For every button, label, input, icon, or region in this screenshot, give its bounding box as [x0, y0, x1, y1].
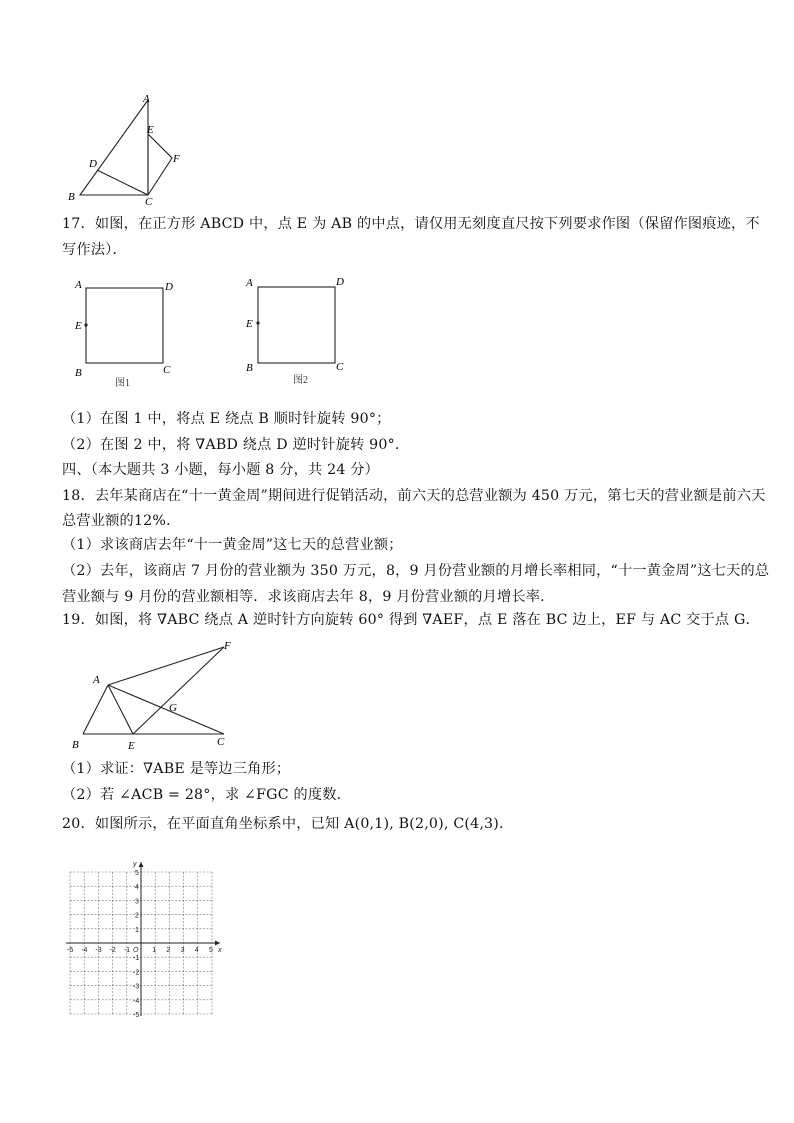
q19-label-f: F: [224, 640, 231, 652]
q16-label-c: C: [145, 196, 153, 208]
q19-label-a: A: [93, 674, 100, 686]
x-tick-label: 3: [180, 947, 185, 954]
grid-labels: [67, 861, 222, 1019]
x-axis-label: x: [218, 947, 222, 954]
y-axis-arrow: [139, 862, 144, 867]
y-tick-label: 1: [135, 926, 139, 934]
q19-label-c: C: [217, 736, 225, 748]
fig2-label-b: B: [246, 362, 253, 374]
coordinate-grid: [60, 858, 230, 1028]
fig2-label-d: D: [336, 276, 344, 288]
x-tick-label: -4: [81, 947, 88, 954]
grid-axes: [66, 862, 220, 1016]
q19-label-b: B: [72, 739, 79, 751]
q17-text-line1: 17．如图，在正方形 ABCD 中，点 E 为 AB 的中点，请仅用无刻度直尺按下列要求作图（保留作图痕迹，不: [62, 216, 760, 232]
fig1-label-e: E: [75, 320, 82, 332]
fig1-caption: 图1: [115, 378, 130, 389]
y-tick-label: 2: [135, 912, 139, 920]
q19-part2: （2）若 ∠ACB = 28°，求 ∠FGC 的度数．: [62, 787, 352, 803]
q16-label-d: D: [89, 158, 97, 170]
fig2-label-e: E: [246, 318, 253, 330]
q16-label-b: B: [68, 191, 75, 203]
y-tick-label: 3: [135, 898, 139, 906]
y-tick-label: -1: [133, 955, 140, 963]
q17-figure-2: [243, 275, 363, 390]
section-four-heading: 四、（本大题共 3 小题，每小题 8 分，共 24 分）: [62, 462, 380, 478]
origin-label: O: [133, 947, 139, 954]
y-tick-label: -5: [133, 1012, 140, 1019]
q17-text-line2: 写作法）．: [62, 242, 127, 258]
x-tick-label: 5: [209, 947, 213, 954]
q18-part1: （1）求该商店去年“十一黄金周”这七天的总营业额；: [62, 537, 403, 553]
q18-text-line2: 总营业额的12%．: [62, 513, 181, 529]
fig1-label-a: A: [75, 279, 82, 291]
fig2-caption: 图2: [293, 375, 308, 386]
x-tick-label: 1: [152, 947, 157, 954]
fig2-label-c: C: [336, 361, 344, 373]
q20-text-line1: 20．如图所示，在平面直角坐标系中，已知 A(0,1), B(2,0), C(4,3)．: [62, 816, 514, 832]
fig1-label-b: B: [75, 367, 82, 379]
x-tick-label: -3: [95, 947, 102, 954]
y-tick-label: -3: [133, 983, 140, 991]
x-tick-label: 4: [194, 947, 199, 954]
q19-label-g: G: [169, 702, 177, 714]
y-tick-label: -4: [133, 997, 140, 1005]
q17-figure-1: [70, 278, 190, 393]
x-axis-arrow: [215, 941, 220, 946]
q18-part2-line1: （2）去年，该商店 7 月份的营业额为 350 万元，8，9 月份营业额的月增长率相同，“十一黄金周”这七天的总: [62, 563, 770, 579]
q19-figure: [66, 637, 246, 755]
q17-part1: （1）在图 1 中，将点 E 绕点 B 顺时针旋转 90°；: [62, 411, 391, 427]
x-tick-label: 2: [166, 947, 171, 954]
q16-label-e: E: [147, 124, 154, 136]
q18-part2-line2: 营业额与 9 月份的营业额相等．求该商店去年 8，9 月份营业额的月增长率．: [62, 589, 555, 605]
fig2-label-a: A: [246, 277, 253, 289]
y-tick-label: -2: [133, 969, 140, 977]
y-axis-label: y: [133, 861, 137, 868]
fig1-label-c: C: [163, 364, 171, 376]
q19-label-e: E: [128, 740, 135, 752]
q18-text-line1: 18．去年某商店在“十一黄金周”期间进行促销活动，前六天的总营业额为 450 万元，第七天的营业额是前六天: [62, 488, 766, 504]
q16-lines: [80, 100, 172, 195]
q19-text-line1: 19．如图，将 ∇ABC 绕点 A 逆时针方向旋转 60° 得到 ∇AEF，点 E 落在 BC 边上，EF 与 AC 交于点 G．: [62, 612, 760, 628]
y-tick-label: 5: [135, 870, 139, 877]
x-tick-label: -5: [67, 947, 74, 954]
q19-part1: （1）求证：∇ABE 是等边三角形；: [62, 761, 291, 777]
q17-part2: （2）在图 2 中，将 ∇ABD 绕点 D 逆时针旋转 90°.: [62, 437, 400, 453]
q16-figure: [60, 90, 190, 208]
q16-label-f: F: [173, 153, 180, 165]
fig1-label-d: D: [165, 281, 173, 293]
x-tick-label: -2: [109, 947, 116, 954]
q16-label-a: A: [143, 93, 150, 105]
x-tick-label: -1: [123, 947, 131, 954]
y-tick-label: 4: [135, 884, 139, 892]
